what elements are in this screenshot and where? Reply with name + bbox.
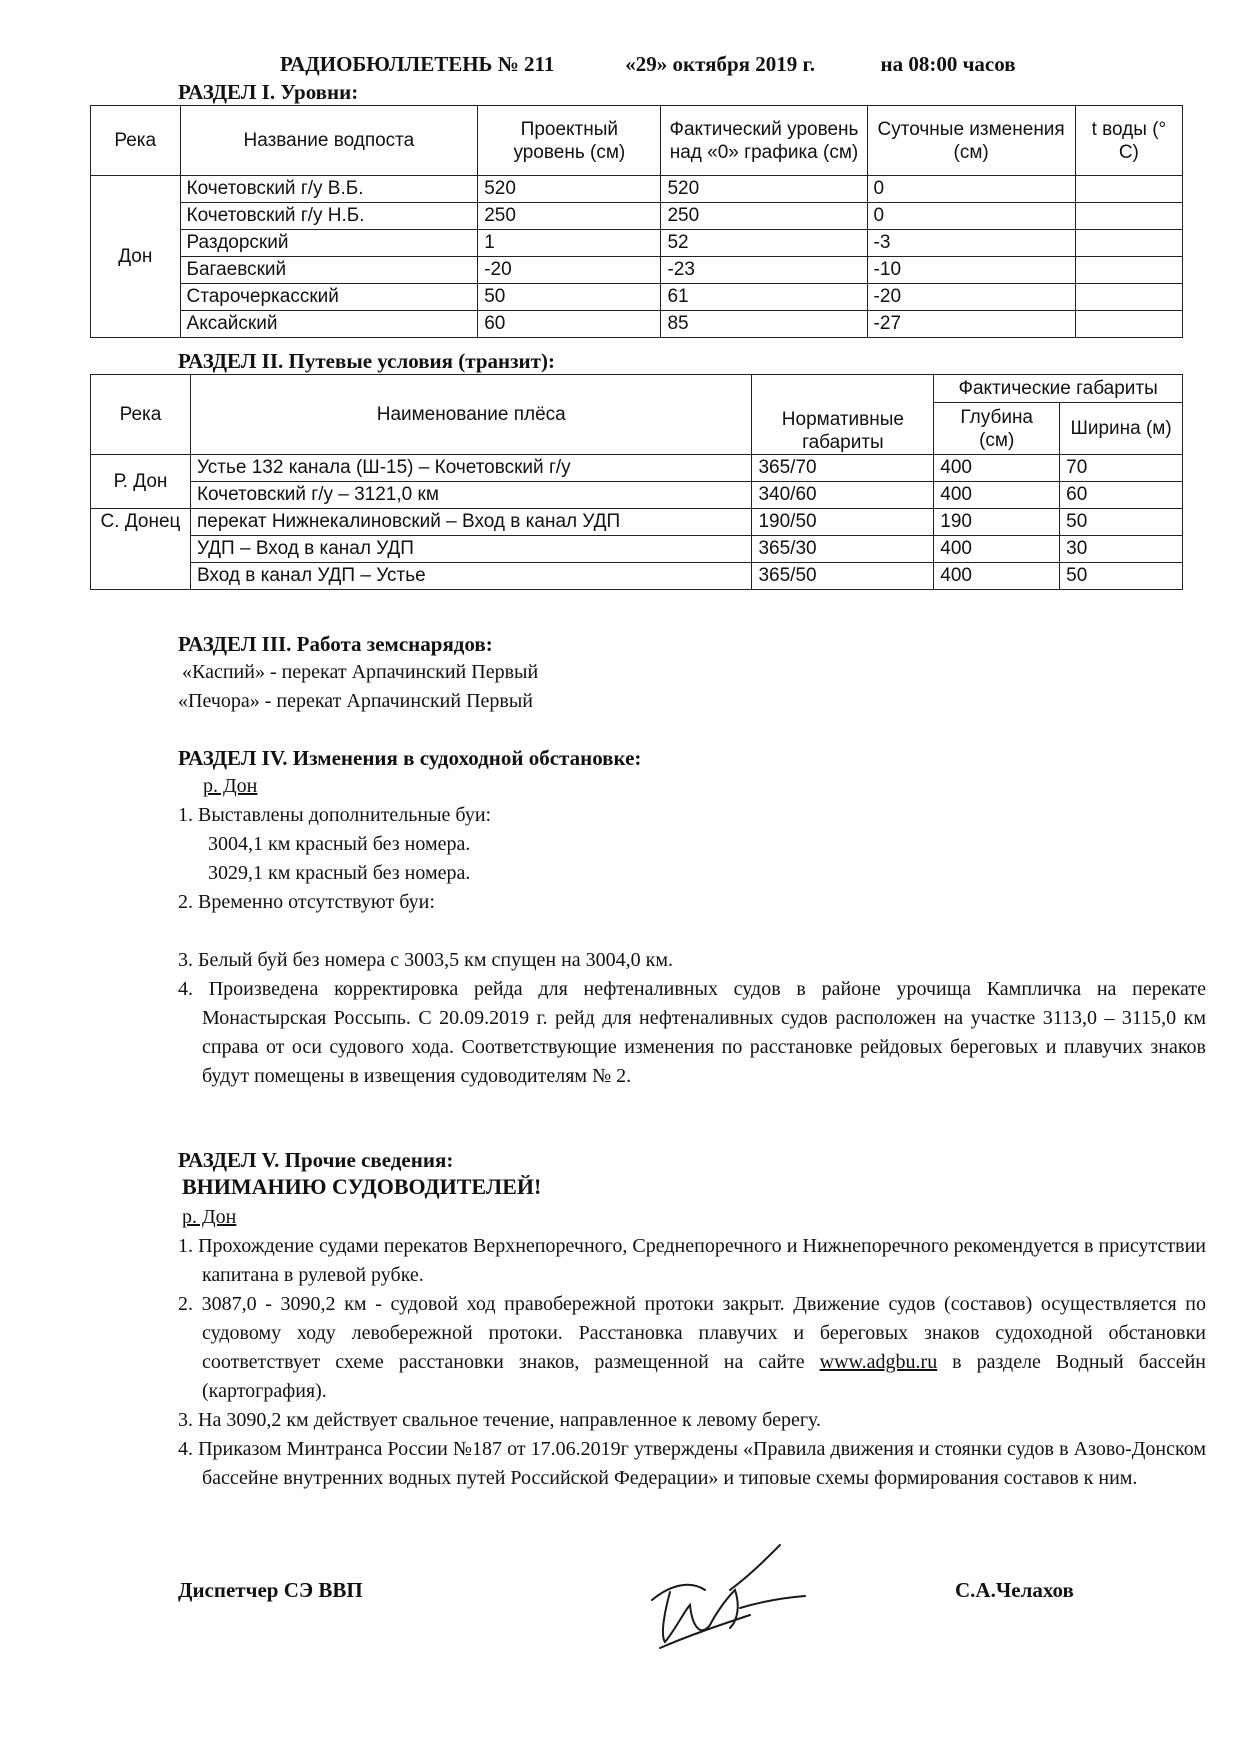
attention-heading: ВНИМАНИЮ СУДОВОДИТЕЛЕЙ!	[182, 1174, 542, 1199]
post-cell: Раздорский	[180, 230, 478, 257]
reach-cell: Вход в канал УДП – Устье	[190, 563, 752, 590]
design-cell: 1	[478, 230, 661, 257]
design-cell: 60	[478, 311, 661, 338]
change-cell: 0	[867, 203, 1075, 230]
section-3-title: РАЗДЕЛ III. Работа земснарядов:	[178, 632, 493, 656]
actual-cell: 520	[661, 176, 867, 203]
normative-cell: 190/50	[752, 509, 934, 536]
list-item: 3029,1 км красный без номера.	[208, 862, 471, 884]
design-cell: 520	[478, 176, 661, 203]
list-item: 4. Приказом Минтранса России №187 от 17.06.2019г утверждены «Правила движения и стоянки судов в Азово-Донском бассейне внутренних водных путей Российской Федерации» и типовые схемы формирования составов к ним.	[178, 1438, 1206, 1489]
change-cell: -27	[867, 311, 1075, 338]
item-text: в разделе Водный бассейн (картография).	[202, 1351, 1206, 1402]
temp-cell	[1075, 284, 1182, 311]
actual-cell: 250	[661, 203, 867, 230]
reach-cell: УДП – Вход в канал УДП	[190, 536, 752, 563]
table-row	[91, 284, 1183, 311]
temp-cell	[1075, 311, 1182, 338]
bulletin-title: РАДИОБЮЛЛЕТЕНЬ № 211	[280, 52, 555, 76]
design-cell: 250	[478, 203, 661, 230]
section-1-title: РАЗДЕЛ I. Уровни:	[178, 80, 359, 104]
design-cell: 50	[478, 284, 661, 311]
table-row	[91, 257, 1183, 284]
col-width: Ширина (м)	[1060, 403, 1183, 455]
section-5-river: р. Дон	[182, 1206, 237, 1228]
table-row	[91, 563, 1183, 590]
col-change: Суточные изменения (см)	[867, 106, 1075, 176]
col-river: Река	[91, 106, 181, 176]
normative-cell: 365/70	[752, 455, 934, 482]
design-cell: -20	[478, 257, 661, 284]
post-cell: Кочетовский г/у Н.Б.	[180, 203, 478, 230]
list-item: 4. Произведена корректировка рейда для нефтеналивных судов в районе урочища Кампличка на перекате Монастырская Россыпь. С 20.09.2019 г. рейд для нефтеналивных судов расположен на участке 3113,0 – 3115,0 км справа от оси судового хода. Соответствующие изменения по расстановке рейдовых береговых и плавучих знаков будут помещены в извещения судоводителям № 2.	[178, 978, 1206, 1087]
width-cell: 50	[1060, 563, 1183, 590]
col-normative: Нормативные габариты	[752, 375, 934, 455]
list-item: 1. Выставлены дополнительные буи:	[178, 804, 492, 826]
item-text: 2. 3087,0 - 3090,2 км - судовой ход правобережной протоки закрыт. Движение судов (составов) осуществляется по судовому ходу левобережной протоки. Расстановка плавучих и береговых знаков судоходной обстановки соответствует схеме расстановки знаков, размещенной на сайте	[178, 1293, 1206, 1373]
list-item: 3. На 3090,2 км действует свальное течение, направленное к левому берегу.	[178, 1409, 822, 1431]
levels-header-row	[91, 106, 1183, 176]
depth-cell: 400	[934, 563, 1060, 590]
bulletin-header	[280, 52, 1180, 77]
actual-cell: 61	[661, 284, 867, 311]
width-cell: 60	[1060, 482, 1183, 509]
change-cell: -10	[867, 257, 1075, 284]
river-cell: Р. Дон	[91, 455, 191, 509]
col-river: Река	[91, 375, 191, 455]
temp-cell	[1075, 176, 1182, 203]
transit-table	[90, 374, 1183, 590]
list-item: 3004,1 км красный без номера.	[208, 833, 471, 855]
dredger-line: «Каспий» - перекат Арпачинский Первый	[182, 661, 539, 683]
reach-cell: Устье 132 канала (Ш-15) – Кочетовский г/у	[190, 455, 752, 482]
section-5-title: РАЗДЕЛ V. Прочие сведения:	[178, 1148, 454, 1172]
list-item: 3. Белый буй без номера с 3003,5 км спущен на 3004,0 км.	[178, 949, 674, 971]
col-actual: Фактический уровень над «0» графика (см)	[661, 106, 867, 176]
levels-table	[90, 105, 1183, 338]
dispatcher-name: С.А.Челахов	[955, 1578, 1074, 1602]
table-row	[91, 203, 1183, 230]
table-row	[91, 482, 1183, 509]
change-cell: -20	[867, 284, 1075, 311]
reach-cell: перекат Нижнекалиновский – Вход в канал УДП	[190, 509, 752, 536]
col-actual-group: Фактические габариты	[934, 375, 1183, 403]
transit-header-row	[91, 375, 1183, 403]
width-cell: 50	[1060, 509, 1183, 536]
post-cell: Багаевский	[180, 257, 478, 284]
signature-image	[630, 1530, 820, 1670]
actual-cell: -23	[661, 257, 867, 284]
table-row	[91, 509, 1183, 536]
normative-cell: 365/50	[752, 563, 934, 590]
actual-cell: 52	[661, 230, 867, 257]
river-cell: Дон	[91, 176, 181, 338]
col-depth: Глубина (см)	[934, 403, 1060, 455]
depth-cell: 400	[934, 536, 1060, 563]
list-item: 1. Прохождение судами перекатов Верхнепоречного, Среднепоречного и Нижнепоречного рекомендуется в присутствии капитана в рулевой рубке.	[178, 1235, 1206, 1286]
bulletin-date: «29» октября 2019 г.	[625, 52, 815, 76]
table-row	[91, 311, 1183, 338]
post-cell: Кочетовский г/у В.Б.	[180, 176, 478, 203]
col-post: Название водпоста	[180, 106, 478, 176]
table-row	[91, 536, 1183, 563]
post-cell: Аксайский	[180, 311, 478, 338]
section-4-river: р. Дон	[203, 775, 258, 797]
col-temp: t воды (° С)	[1075, 106, 1182, 176]
temp-cell	[1075, 203, 1182, 230]
table-row	[91, 455, 1183, 482]
list-item	[178, 1290, 1206, 1406]
col-design: Проектный уровень (см)	[478, 106, 661, 176]
section-4-title: РАЗДЕЛ IV. Изменения в судоходной обстановке:	[178, 746, 642, 770]
section-2-title: РАЗДЕЛ II. Путевые условия (транзит):	[178, 349, 555, 373]
river-cell: С. Донец	[91, 509, 191, 590]
actual-cell: 85	[661, 311, 867, 338]
change-cell: 0	[867, 176, 1075, 203]
bulletin-time: на 08:00 часов	[880, 52, 1016, 76]
temp-cell	[1075, 257, 1182, 284]
width-cell: 70	[1060, 455, 1183, 482]
temp-cell	[1075, 230, 1182, 257]
dispatcher-title: Диспетчер СЭ ВВП	[178, 1578, 363, 1602]
reach-cell: Кочетовский г/у – 3121,0 км	[190, 482, 752, 509]
col-reach: Наименование плёса	[190, 375, 752, 455]
website-link[interactable]: www.adgbu.ru	[819, 1351, 938, 1373]
table-row	[91, 230, 1183, 257]
depth-cell: 400	[934, 482, 1060, 509]
change-cell: -3	[867, 230, 1075, 257]
table-row	[91, 176, 1183, 203]
list-item: 2. Временно отсутствуют буи:	[178, 891, 435, 913]
post-cell: Старочеркасский	[180, 284, 478, 311]
depth-cell: 190	[934, 509, 1060, 536]
dredger-line: «Печора» - перекат Арпачинский Первый	[178, 690, 533, 712]
width-cell: 30	[1060, 536, 1183, 563]
depth-cell: 400	[934, 455, 1060, 482]
normative-cell: 340/60	[752, 482, 934, 509]
normative-cell: 365/30	[752, 536, 934, 563]
